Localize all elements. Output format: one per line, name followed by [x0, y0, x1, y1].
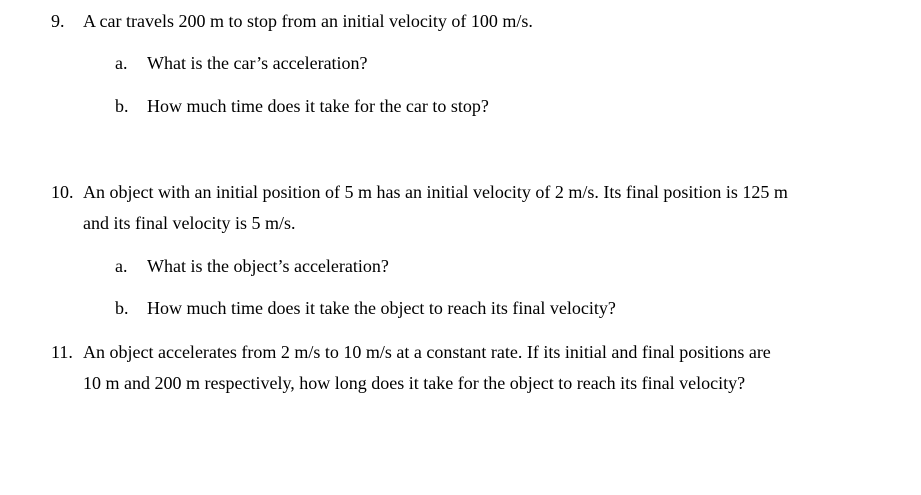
part-letter: b.: [115, 96, 129, 116]
question-text: 10 m and 200 m respectively, how long does it take for the object to reach its final velocity?: [83, 373, 746, 393]
part-text: What is the object’s acceleration?: [147, 256, 389, 276]
part-letter: a.: [115, 256, 128, 276]
question-text: and its final velocity is 5 m/s.: [83, 213, 296, 233]
part-text: What is the car’s acceleration?: [147, 53, 368, 73]
part-letter: b.: [115, 298, 129, 318]
question-number: 9.: [51, 11, 65, 31]
part-text: How much time does it take the object to reach its final velocity?: [147, 298, 616, 318]
question-text: An object accelerates from 2 m/s to 10 m/s at a constant rate. If its initial and final positions are: [83, 342, 771, 362]
question-text: An object with an initial position of 5 m has an initial velocity of 2 m/s. Its final position is 125 m: [83, 182, 788, 202]
question-text: A car travels 200 m to stop from an initial velocity of 100 m/s.: [83, 11, 533, 31]
question-number: 11.: [51, 342, 73, 362]
part-letter: a.: [115, 53, 128, 73]
question-number: 10.: [51, 182, 74, 202]
part-text: How much time does it take for the car to stop?: [147, 96, 489, 116]
